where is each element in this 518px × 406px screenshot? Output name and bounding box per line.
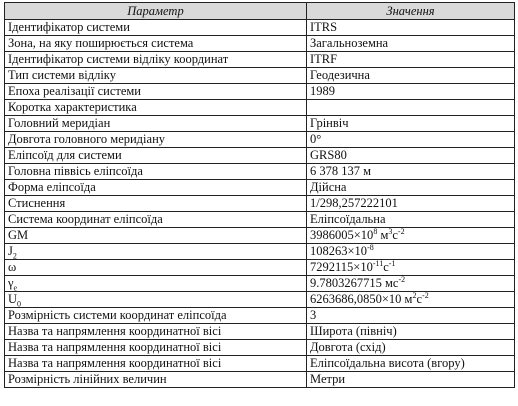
- value-text: Метри: [310, 372, 346, 386]
- value-cell: [307, 276, 515, 292]
- value-text: 6 378 137 м: [310, 164, 372, 178]
- parameter-cell: [5, 244, 307, 260]
- value-text: 1/298,257222101: [310, 196, 398, 210]
- value-unit: м: [377, 228, 389, 242]
- parameter-cell: [5, 276, 307, 292]
- parameter-label: Головний меридіан: [8, 116, 111, 130]
- value-text: 0°: [310, 132, 322, 146]
- value-text: 1989: [310, 84, 335, 98]
- parameter-label: Розмірність лінійних величин: [8, 372, 167, 386]
- value-cell: [307, 84, 515, 100]
- parameter-label: Тип системи відліку: [8, 68, 116, 82]
- parameter-cell: [5, 372, 307, 388]
- value-cell: [307, 148, 515, 164]
- value-cell: [307, 212, 515, 228]
- parameter-cell: [5, 228, 307, 244]
- table-row: [5, 20, 515, 36]
- table-row: [5, 292, 515, 308]
- table-row: [5, 36, 515, 52]
- value-cell: [307, 340, 515, 356]
- value-superscript: -11: [372, 259, 384, 268]
- table-row: [5, 164, 515, 180]
- table-row: [5, 52, 515, 68]
- parameter-subscript: e: [13, 283, 18, 292]
- value-cell: [307, 308, 515, 324]
- parameter-label: γ: [8, 276, 14, 290]
- value-text: 3986005×10: [310, 228, 374, 242]
- parameter-cell: [5, 260, 307, 276]
- parameter-cell: [5, 20, 307, 36]
- parameter-cell: [5, 68, 307, 84]
- value-cell: [307, 164, 515, 180]
- header-parameter: Параметр: [5, 3, 307, 20]
- value-cell: [307, 36, 515, 52]
- parameter-cell: [5, 196, 307, 212]
- parameter-label: ω: [8, 260, 17, 274]
- value-text: 7292115×10: [310, 260, 373, 274]
- table-row: [5, 196, 515, 212]
- table-row: [5, 180, 515, 196]
- parameter-label: Зона, на яку поширюється система: [8, 36, 194, 50]
- value-text: Геодезична: [310, 68, 370, 82]
- parameter-label: Назва та напрямлення координатної вісі: [8, 356, 222, 370]
- table-row: [5, 116, 515, 132]
- parameter-label: Еліпсоїд для системи: [8, 148, 122, 162]
- table-header-row: [5, 3, 515, 20]
- parameter-label: Форма еліпсоїда: [8, 180, 96, 194]
- value-superscript: -8: [367, 243, 374, 252]
- table-row: [5, 148, 515, 164]
- parameter-label: Стиснення: [8, 196, 66, 210]
- value-superscript: -2: [397, 227, 405, 236]
- table-row: [5, 244, 515, 260]
- parameter-cell: [5, 180, 307, 196]
- value-superscript: -1: [388, 259, 396, 268]
- value-cell: [307, 180, 515, 196]
- value-cell: [307, 356, 515, 372]
- value-cell: [307, 116, 515, 132]
- value-cell: [307, 244, 515, 260]
- parameter-subscript: 0: [17, 299, 22, 308]
- value-text: Загальноземна: [310, 36, 389, 50]
- parameter-cell: [5, 52, 307, 68]
- parameter-cell: [5, 36, 307, 52]
- parameter-label: U: [8, 292, 18, 306]
- parameter-cell: [5, 324, 307, 340]
- parameter-cell: [5, 212, 307, 228]
- value-cell: [307, 20, 515, 36]
- value-cell: [307, 228, 515, 244]
- value-text: Грінвіч: [310, 116, 349, 130]
- table-row: [5, 276, 515, 292]
- parameter-label: J: [8, 244, 13, 258]
- table-row: [5, 324, 515, 340]
- value-text: Еліпсоїдальна: [310, 212, 386, 226]
- table-row: [5, 212, 515, 228]
- value-text: 3: [310, 308, 317, 322]
- parameter-cell: [5, 100, 307, 116]
- table-row: [5, 340, 515, 356]
- value-text: Широта (північ): [310, 324, 397, 338]
- parameter-cell: [5, 340, 307, 356]
- parameter-label: Довгота головного меридіану: [8, 132, 166, 146]
- value-cell: [307, 372, 515, 388]
- table-row: [5, 100, 515, 116]
- parameter-label: Ідентифікатор системи: [8, 20, 130, 34]
- value-text: 108263×10: [310, 244, 368, 258]
- parameter-cell: [5, 132, 307, 148]
- value-cell: [307, 100, 515, 116]
- table-row: [5, 356, 515, 372]
- parameter-subscript: 2: [12, 251, 17, 260]
- value-text: 9.7803267715 мс: [310, 276, 399, 290]
- value-superscript: 8: [373, 227, 378, 236]
- parameter-label: Система координат еліпсоїда: [8, 212, 163, 226]
- parameter-label: Ідентифікатор системи відліку координат: [8, 52, 229, 66]
- value-superscript: -2: [398, 275, 406, 284]
- parameter-cell: [5, 148, 307, 164]
- value-cell: [307, 132, 515, 148]
- value-cell: [307, 196, 515, 212]
- parameter-cell: [5, 292, 307, 308]
- value-text: GRS80: [310, 148, 347, 162]
- parameter-label: GM: [8, 228, 29, 242]
- value-text: Еліпсоїдальна висота (вгору): [310, 356, 465, 370]
- table-row: [5, 132, 515, 148]
- value-cell: [307, 52, 515, 68]
- parameter-cell: [5, 356, 307, 372]
- table-row: [5, 308, 515, 324]
- table-row: [5, 372, 515, 388]
- parameter-label: Головна піввісь еліпсоїда: [8, 164, 143, 178]
- value-superscript: 2: [412, 291, 417, 300]
- parameter-cell: [5, 308, 307, 324]
- parameters-table: [4, 2, 515, 388]
- table-body: [5, 20, 515, 388]
- value-text: ITRF: [310, 52, 338, 66]
- table-row: [5, 84, 515, 100]
- parameter-cell: [5, 164, 307, 180]
- value-cell: [307, 292, 515, 308]
- header-value: Значення: [307, 3, 515, 20]
- value-unit: с: [392, 228, 398, 242]
- parameter-cell: [5, 84, 307, 100]
- parameter-cell: [5, 116, 307, 132]
- parameter-label: Коротка характеристика: [8, 100, 137, 114]
- value-superscript: 3: [388, 227, 393, 236]
- table-row: [5, 228, 515, 244]
- value-superscript: -2: [422, 291, 429, 300]
- parameter-label: Розмірність системи координат еліпсоїда: [8, 308, 227, 322]
- parameter-label: Назва та напрямлення координатної вісі: [8, 324, 222, 338]
- value-cell: [307, 68, 515, 84]
- table-row: [5, 260, 515, 276]
- table-row: [5, 68, 515, 84]
- value-text: 6263686,0850×10 м: [310, 292, 413, 306]
- value-text: ITRS: [310, 20, 338, 34]
- parameter-label: Назва та напрямлення координатної вісі: [8, 340, 222, 354]
- value-text: Дійсна: [310, 180, 347, 194]
- value-cell: [307, 324, 515, 340]
- value-unit: с: [416, 292, 423, 306]
- value-text: Довгота (схід): [310, 340, 386, 354]
- value-cell: [307, 260, 515, 276]
- value-unit: с: [383, 260, 389, 274]
- parameter-label: Епоха реалізації системи: [8, 84, 141, 98]
